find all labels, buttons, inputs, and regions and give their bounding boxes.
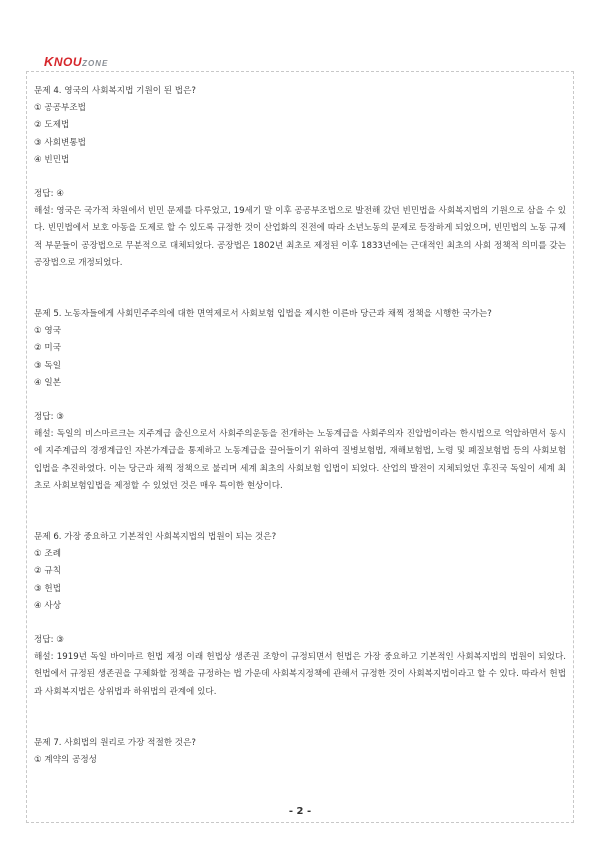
logo-zone: ZONE <box>82 59 109 68</box>
question-7 <box>34 735 566 769</box>
question-option: ② 미국 <box>34 343 62 354</box>
question-option: ② 규칙 <box>34 566 62 577</box>
question-option: ③ 헌법 <box>34 583 62 594</box>
logo-k: K <box>44 54 54 69</box>
knouzone-logo <box>44 54 108 69</box>
explanation: 해설: 영국은 국가적 차원에서 빈민 문제를 다루었고, 19세기 말 이후 공공부조법으로 발전해 갔던 빈민법을 사회복지법의 기원으로 삼을 수 있다. 빈민법에서 보호 아동을 도제로 할 수 있도록 규정한 것이 산업화의 진전에 따라 소년노동의 문제로 등장하게 되었으며, 빈민법의 노동 규제적 부문들이 공장법으로 무분적으로 대체되었다. 공장법은 1802년 최초로 제정된 이후 1833년에는 근대적인 최초의 사회 정책적 의미를 갖는 공장법으로 개정되었다. <box>34 206 566 268</box>
question-4 <box>34 83 566 272</box>
question-option: ③ 사회변통법 <box>34 137 86 148</box>
page-number: - 2 - <box>288 806 312 817</box>
document-content <box>34 83 566 769</box>
logo-nou: NOU <box>53 55 83 69</box>
question-option: ① 영국 <box>34 326 62 337</box>
question-option: ① 공공부조법 <box>34 103 86 114</box>
answer: 정답: ③ <box>34 412 64 423</box>
question-option: ② 도제법 <box>34 120 70 131</box>
question-6 <box>34 529 566 701</box>
question-option: ① 계약의 공정성 <box>34 755 97 766</box>
question-option: ④ 빈민법 <box>34 154 70 165</box>
question-stem: 문제 5. 노동자들에게 사회민주주의에 대한 면역제로서 사회보험 입법을 제시한 이른바 당근과 채찍 정책을 시행한 국가는? <box>34 309 492 320</box>
question-option: ④ 사상 <box>34 600 62 611</box>
question-option: ③ 독일 <box>34 360 62 371</box>
answer: 정답: ③ <box>34 635 64 646</box>
question-stem: 문제 6. 가장 중요하고 기본적인 사회복지법의 법원이 되는 것은? <box>34 532 277 543</box>
question-stem: 문제 7. 사회법의 원리로 가장 적절한 것은? <box>34 737 196 748</box>
answer: 정답: ④ <box>34 189 64 200</box>
explanation: 해설: 독일의 비스마르크는 지주계급 출신으로서 사회주의운동을 전개하는 노동계급을 사회주의자 진압법이라는 한시법으로 억압하면서 동시에 지주계급의 경쟁계급인 자본가계급을 통제하고 노동계급을 끌어들이기 위하여 질병보험법, 재해보험법, 노령 및 폐질보험법 등의 사회보험 입법을 추진하였다. 이는 당근과 채찍 정책으로 불리며 세계 최초의 사회보험 입법이 되었다. 산업의 발전이 지체되었던 후진국 독일이 세계 최초로 사회보험입법을 제정할 수 있었던 것은 매우 특이한 현상이다. <box>34 429 566 491</box>
question-5 <box>34 306 566 495</box>
question-option: ④ 일본 <box>34 377 62 388</box>
question-stem: 문제 4. 영국의 사회복지법 기원이 된 법은? <box>34 86 196 96</box>
question-option: ① 조례 <box>34 549 62 560</box>
explanation: 해설: 1919년 독일 바이마르 헌법 제정 이래 헌법상 생존권 조항이 규정되면서 헌법은 가장 중요하고 기본적인 사회복지법의 법원이 되었다. 헌법에서 규정된 생존권을 구체화할 정책을 규정하는 법 가운데 사회복지정책에 관해서 규정한 것이 사회복지법이라고 할 수 있다. 따라서 헌법과 사회복지법은 상위법과 하위법의 관계에 있다. <box>34 652 566 697</box>
